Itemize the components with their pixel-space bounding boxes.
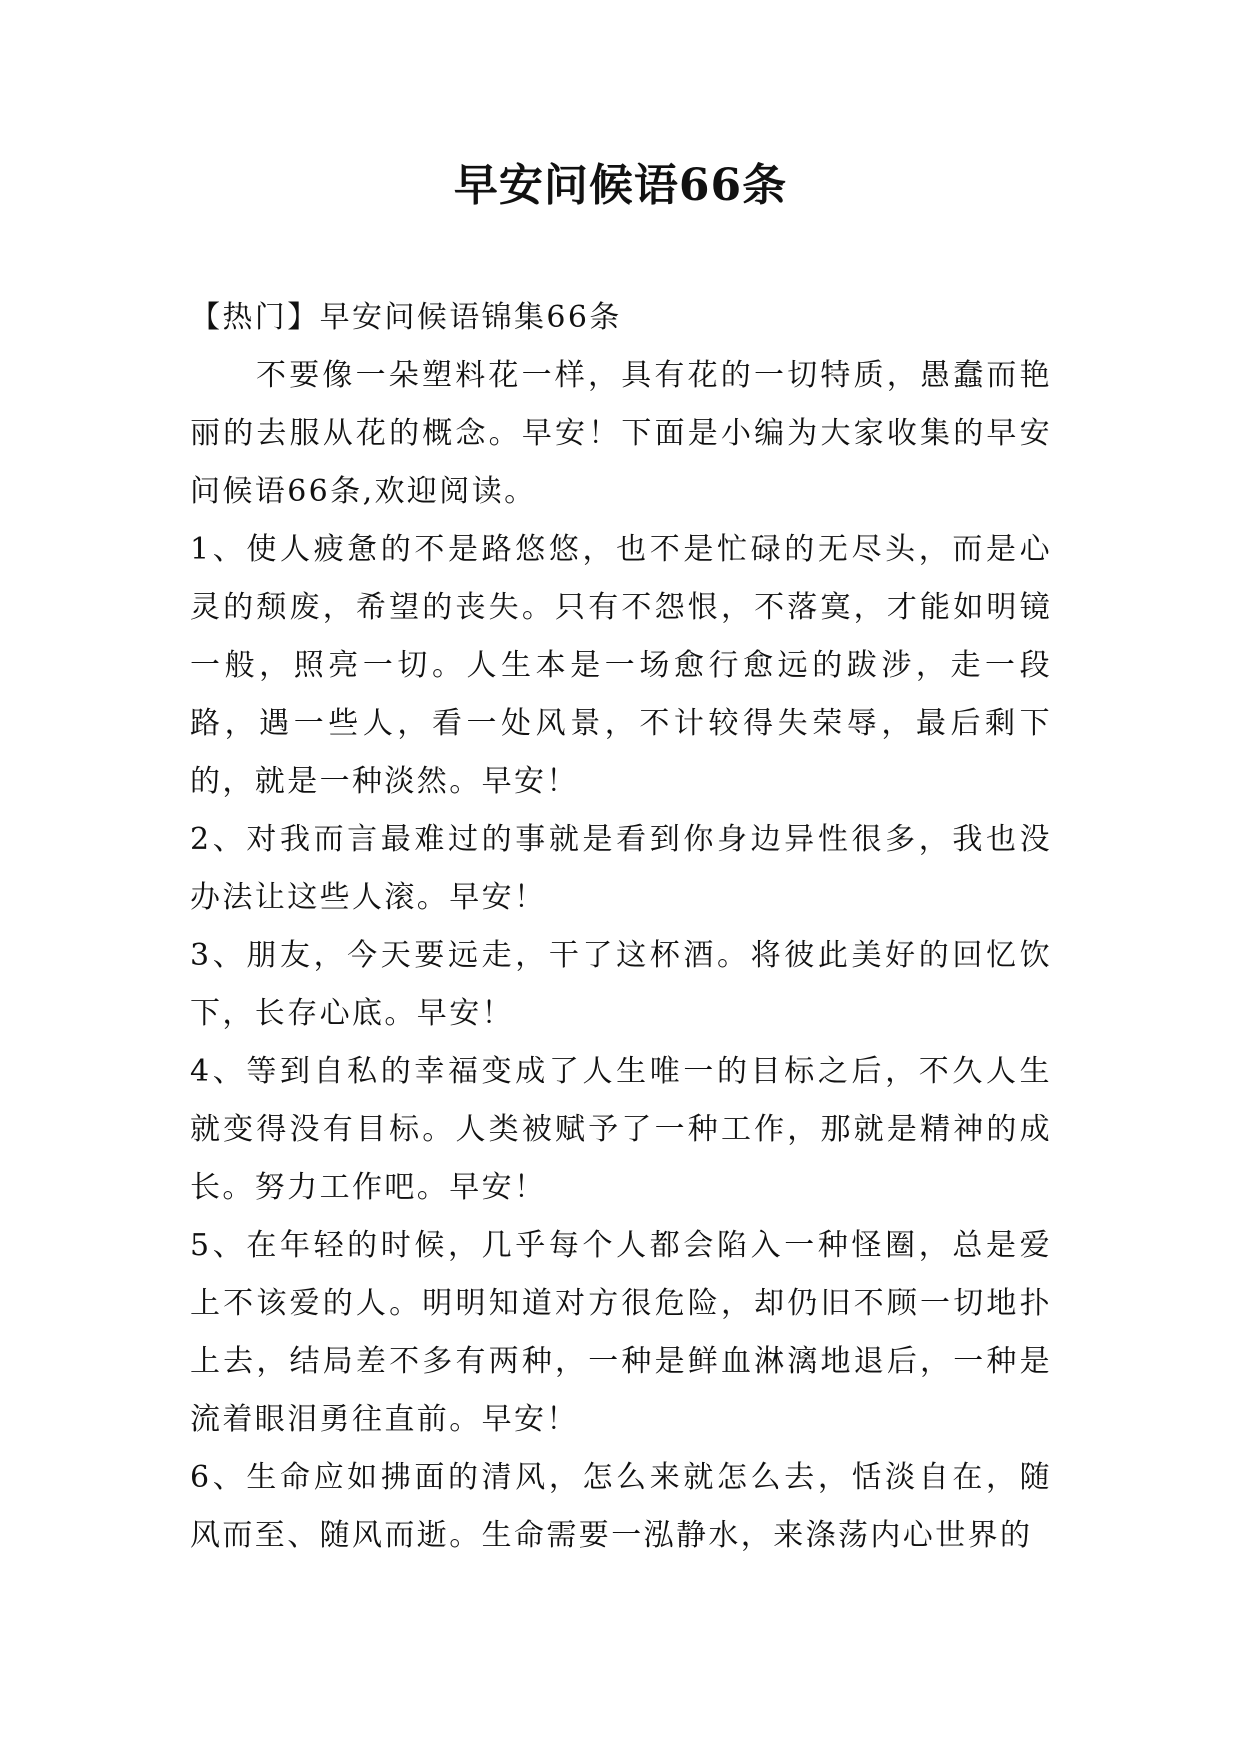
document-subtitle: 【热门】早安问候语锦集66条 bbox=[190, 300, 622, 335]
list-item: 4、等到自私的幸福变成了人生唯一的目标之后，不久人生就变得没有目标。人类被赋予了一种工作，那就是精神的成长。努力工作吧。早安！ bbox=[190, 1054, 1052, 1205]
list-item: 2、对我而言最难过的事就是看到你身边异性很多，我也没办法让这些人滚。早安！ bbox=[190, 822, 1052, 915]
intro-paragraph: 不要像一朵塑料花一样，具有花的一切特质，愚蠢而艳丽的去服从花的概念。早安！下面是小编为大家收集的早安问候语66条,欢迎阅读。 bbox=[190, 358, 1052, 509]
document-body bbox=[190, 289, 1052, 1565]
list-item: 1、使人疲惫的不是路悠悠，也不是忙碌的无尽头，而是心灵的颓废，希望的丧失。只有不怨恨，不落寞，才能如明镜一般，照亮一切。人生本是一场愈行愈远的跋涉，走一段路，遇一些人，看一处风景，不计较得失荣辱，最后剩下的，就是一种淡然。早安！ bbox=[190, 532, 1052, 799]
document-title: 早安问候语66条 bbox=[453, 160, 788, 211]
list-item: 6、生命应如拂面的清风，怎么来就怎么去，恬淡自在，随风而至、随风而逝。生命需要一泓静水，来涤荡内心世界的 bbox=[190, 1460, 1052, 1553]
list-item: 3、朋友，今天要远走，干了这杯酒。将彼此美好的回忆饮下，长存心底。早安！ bbox=[190, 938, 1052, 1031]
list-item: 5、在年轻的时候，几乎每个人都会陷入一种怪圈，总是爱上不该爱的人。明明知道对方很危险，却仍旧不顾一切地扑上去，结局差不多有两种，一种是鲜血淋漓地退后，一种是流着眼泪勇往直前。早安！ bbox=[190, 1228, 1052, 1437]
